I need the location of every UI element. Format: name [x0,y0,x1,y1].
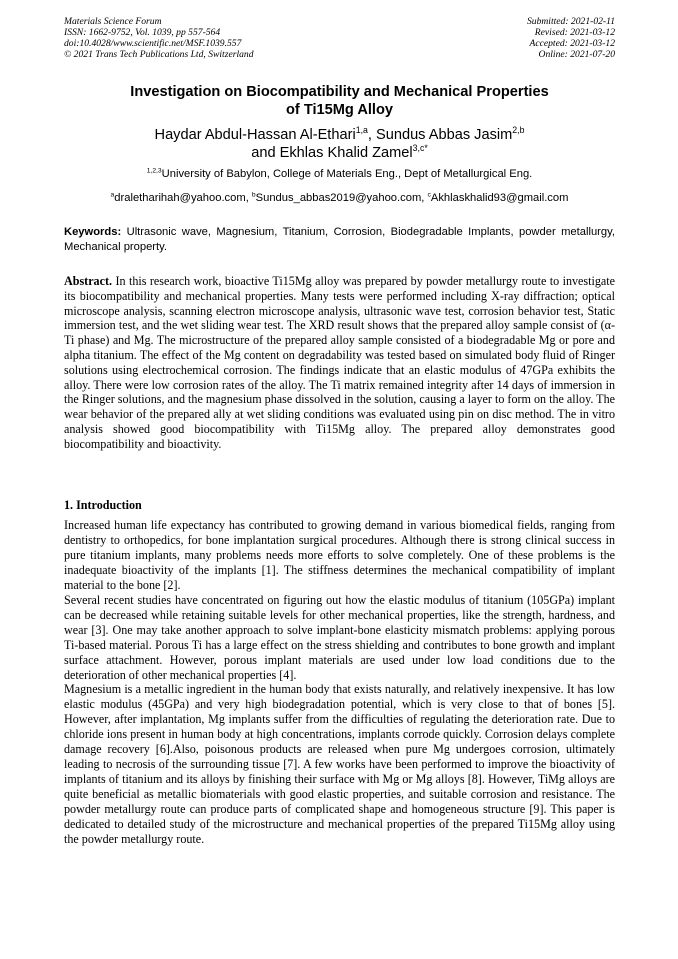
email-a: draletharihah@yahoo.com [114,192,246,204]
section-heading-introduction: 1. Introduction [64,498,142,512]
author-2: Sundus Abbas Jasim [375,127,513,143]
keywords [64,225,615,255]
paper-title [64,83,615,119]
submitted-date: Submitted: 2021-02-11 [526,16,615,27]
email-b: Sundus_abbas2019@yahoo.com [255,192,422,204]
doi-line: doi:10.4028/www.scientific.net/MSF.1039.557 [64,38,242,49]
copyright-line: © 2021 Trans Tech Publications Ltd, Switzerland [64,49,254,60]
revised-date: Revised: 2021-03-12 [534,27,615,38]
author-list: Haydar Abdul-Hassan Al-Ethari$^{1,a}$, Sundus Abbas Jasim$^{2,b}$ and Ekhlas Khalid Zamel$^{3,c*}$ [154,125,525,161]
intro-paragraph-3: Magnesium is a metallic ingredient in the human body that exists naturally, and relatively inexpensive. It has low elastic modulus (45GPa) and very high biodegradation potential, which is very close to that of bones [5]. However, after implantation, Mg implants suffer from the difficulties of regulating the deterioration rate. Due to chloride ions present in human body at high concentrations, implants corrode quickly. Corrosion delays complete damage recovery [6].Also, poisonous products are released when pure Mg undergoes corrosion, ultimately leading to necrosis of the surrounding tissue [7]. A few works have been performed to improve the bioactivity of implants of titanium and its alloys by finishing their surface with Mg or Mg alloys [8]. However, TiMg alloys are quite beneficial as metallic biomaterials with good elastic properties, and suitable corrosion and resistance. The powder metallurgy route can produce parts of complicated shape and homogeneous structure [9]. This paper is dedicated to detailed study of the microstructure and mechanical properties of the prepared Ti15Mg alloy using the powder metallurgy route. [64,682,615,847]
title-line-1: Investigation on Biocompatibility and Mechanical Properties [130,84,549,100]
author-1: Haydar Abdul-Hassan Al-Ethari [154,127,356,143]
journal-name: Materials Science Forum [64,16,162,27]
keywords-label: Keywords: [64,226,122,238]
title-line-2: of Ti15Mg Alloy [285,102,394,118]
online-date: Online: 2021-07-20 [538,49,615,60]
email-list: $^a$draletharihah@yahoo.com, $^b$Sundus_abbas2019@yahoo.com, $^c$Akhlaskhalid93@gmail.com [110,191,569,204]
introduction-body [64,518,615,847]
issn-line: ISSN: 1662-9752, Vol. 1039, pp 557-564 [64,27,221,38]
abstract-label: Abstract. [64,274,113,288]
author-3: Ekhlas Khalid Zamel [279,145,413,161]
author-3-sup: 3,c* [412,143,428,154]
header-right [527,16,615,60]
accepted-date: Accepted: 2021-03-12 [529,38,615,49]
affiliation: $^{1,2,3}$University of Babylon, College of Materials Eng., Dept of Metallurgical Eng. [146,167,533,180]
keywords-text: Ultrasonic wave, Magnesium, Titanium, Corrosion, Biodegradable Implants, powder metallurgy, Mechanical property. [64,226,615,253]
intro-paragraph-1: Increased human life expectancy has contributed to growing demand in various biomedical fields, ranging from dentistry to orthopedics, for bone implantation surgical procedures. Although there is strong clinical success in pure titanium implants, many problems needs more efforts to solve completely. One of these problems is the inadequate bioactivity of the implants [1]. The stiffness determines the mechanical compatibility of implant material to the bone [2]. [64,518,615,592]
abstract [64,274,615,452]
author-2-sup: 2,b [512,125,525,136]
abstract-text: In this research work, bioactive Ti15Mg alloy was prepared by powder metallurgy route to investigate its biocompatibility and mechanical properties. Many tests were performed including X-ray diffraction; optical microscope analysis, scanning electron microscope analysis, ultrasonic wave test, corrosion behavior test, Static immersion test, and the wet sliding wear test. The XRD result shows that the prepared alloy sample consist of (α-Ti phase) and Mg. The microstructure of the prepared alloy sample consisted of a biodegradable Mg or pore and alpha titanium. The effect of the Mg content on degradability was tested based on simulated body fluid of Ringer solutions using electrochemical corrosion. The findings indicate that an elastic modulus of 47GPa exhibits the alloy. There were low corrosion rates of the alloy. The Ti matrix remained integrity after 14 days of immersion in the Ringer solutions, and the magnesium phase dissolved in the solution, causing a layer to form on the alloy. The wear behavior of the prepared ally at wet sliding conditions was evaluated using pin on disc method. The in vitro analysis showed good biocompatibility with Ti15Mg alloy. The prepared alloy demonstrates good biocompatibility and bioactivity. [64,274,615,451]
author-1-sup: 1,a [355,125,368,136]
intro-paragraph-2: Several recent studies have concentrated on figuring out how the elastic modulus of titanium (105GPa) implant can be decreased while retaining suitable levels for other mechanical properties, like the strength, hardness, and wear [3]. One may take another approach to solve implant-bone elasticity mismatch problems: applying porous Ti-based material. Porous Ti has a large effect on the stress shielding and contributes to bone growth and implant surface attachment. However, porous implant materials are used under low load conditions due to the deterioration of other mechanical properties [4]. [64,592,615,682]
email-c: Akhlaskhalid93@gmail.com [430,192,569,204]
header-left [64,16,254,60]
